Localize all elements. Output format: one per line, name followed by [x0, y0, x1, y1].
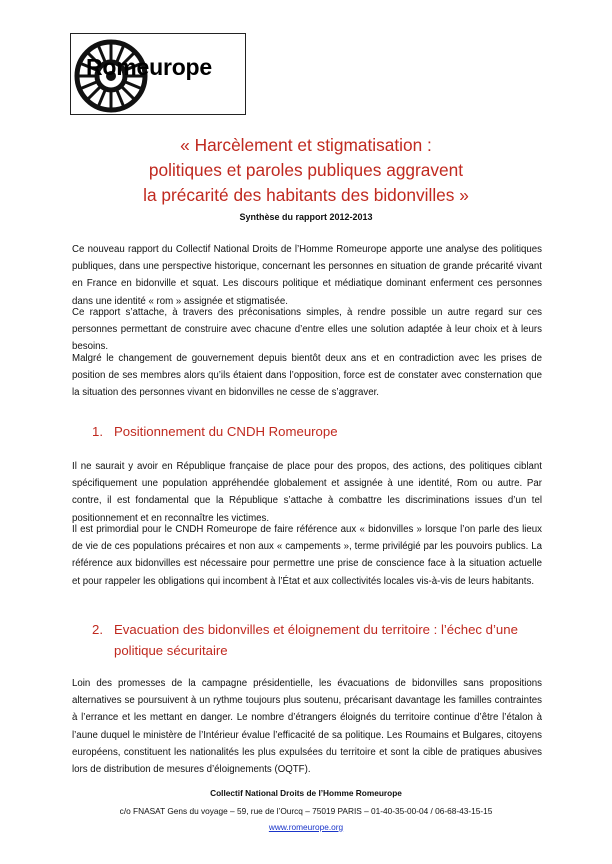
section-2-paragraph-1: Loin des promesses de la campagne présidentielle, les évacuations de bidonvilles sans propositions alternatives se poursuivent à un rythme toujours plus soutenu, précarisant davantage les familles contraintes à l’errance et les mettant en danger. Le nombre d’étrangers éloignés du territoire continue d’être l’étalon à l’aune duquel le ministère de l’Intérieur évalue l’efficacité de sa politique. Les Roumains et Bulgares, citoyens européens, constituent les nationalités les plus expulsées du territoire et sont la cible de pratiques abusives lors de distribution de mesures d’éloignements (OQTF). — [72, 678, 542, 776]
wheel-spoke — [124, 81, 142, 88]
section-1-heading — [92, 421, 552, 442]
intro-paragraph-1: Ce nouveau rapport du Collectif National Droits de l’Homme Romeurope apporte une analyse des politiques publiques, dans une perspective historique, concernant les personnes en situation de grande précarité vivant en France en bidonville et squat. Les discours politique et médiatique dominant enferment ces personnes dans une identité « rom » assignée et stigmatisée. — [72, 244, 542, 307]
section-2-heading — [92, 619, 552, 661]
section-1-paragraph-1: Il ne saurait y avoir en République française de place pour des propos, des actions, des politiques ciblant spécifiquement une population appréhendée globalement et assignée à une identité, Rom ou autre. Par contre, il est fondamental que la République s’attache à combattre les discriminations issues d’un tel positionnement et en reconnaître les victimes. — [72, 461, 542, 524]
intro-paragraph-2: Ce rapport s’attache, à travers des préconisations simples, à rendre possible un autre regard sur ces personnes permettant de construire avec chacune d’entre elles une solution adaptée à leur choix et à leurs besoins. — [72, 307, 542, 353]
wheel-spoke — [116, 89, 123, 107]
section-1-paragraph-2: Il est primordial pour le CNDH Romeurope de faire référence aux « bidonvilles » lorsque l’on parle des lieux de vie de ces populations précaires et non aux « campements », terme privilégié par les pouvoirs publics. La référence aux bidonvilles est nécessaire pour permettre une prise de conscience face à la situation actuelle et pour rappeler les obligations qui incombent à l’État et aux collectivités locales vis-à-vis de leurs habitants. — [72, 524, 542, 587]
section-2-title-line-2: politique sécuritaire — [114, 643, 228, 658]
wheel-spoke — [121, 86, 134, 99]
section-2-title-line-1: Evacuation des bidonvilles et éloignement du territoire : l’échec d’une — [114, 622, 518, 637]
title-line-2: politiques et paroles publiques aggravent — [148, 160, 464, 180]
section-1-title: Positionnement du CNDH Romeurope — [114, 424, 338, 439]
report-subtitle: Synthèse du rapport 2012-2013 — [239, 212, 373, 222]
report-title — [40, 133, 572, 208]
intro-paragraph-3: Malgré le changement de gouvernement depuis bientôt deux ans et en contradiction avec les prises de position de ses membres alors qu’ils étaient dans l’opposition, force est de constater avec consternation que la situation des personnes vivant en bidonvilles ne cesse de s’aggraver. — [72, 353, 542, 399]
wheel-spoke — [81, 81, 99, 88]
wheel-spoke — [98, 89, 105, 107]
footer-website-link[interactable]: www.romeurope.org — [268, 822, 344, 832]
footer-organization: Collectif National Droits de l’Homme Romeurope — [210, 788, 402, 798]
footer-address: c/o FNASAT Gens du voyage – 59, rue de l’Ourcq – 75019 PARIS – 01-40-35-00-04 / 06-68-43-15-15 — [119, 806, 493, 816]
romeurope-logo — [70, 33, 246, 115]
wheel-spoke — [88, 86, 101, 99]
title-line-1: « Harcèlement et stigmatisation : — [180, 135, 432, 155]
title-line-3: la précarité des habitants des bidonvilles » — [143, 185, 469, 205]
section-2-number: 2. — [92, 622, 103, 637]
logo-wordmark: Romeurope — [86, 54, 212, 80]
section-1-number: 1. — [92, 424, 103, 439]
